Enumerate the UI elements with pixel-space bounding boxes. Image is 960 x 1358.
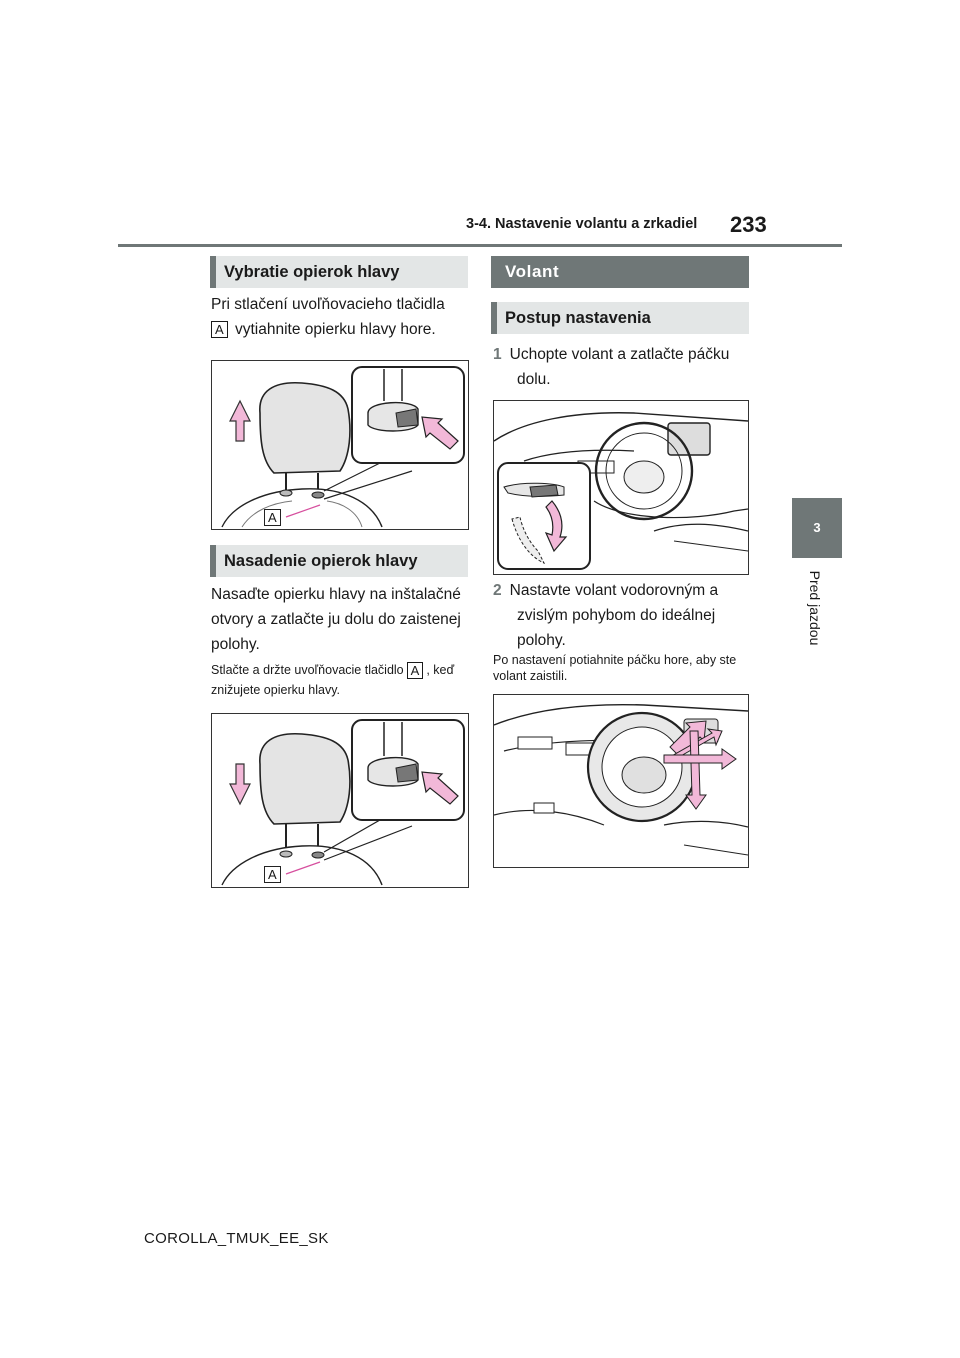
running-header-section: 3-4. Nastavenie volantu a zrkadiel (466, 216, 698, 232)
chapter-label: Pred jazdou (807, 570, 823, 646)
heading-steering-wheel: Volant (491, 256, 749, 288)
heading-install-headrests: Nasadenie opierok hlavy (210, 545, 468, 577)
figure-label-a-2: A (264, 866, 281, 883)
button-a-badge-2: A (407, 662, 424, 679)
page-number: 233 (730, 212, 767, 237)
step-1-number: 1 (493, 346, 502, 363)
remove-instructions (211, 292, 473, 342)
step-2 (493, 578, 749, 653)
install-note-part2: , keď znižujete opierku hlavy. (211, 663, 455, 697)
figure-headrest-removal (211, 360, 469, 530)
figure-steering-adjustment (493, 694, 749, 868)
heading-remove-headrests: Vybratie opierok hlavy (210, 256, 468, 288)
heading-adjustment-procedure: Postup nastavenia (491, 302, 749, 334)
install-note-part1: Stlačte a držte uvoľňovacie tlačidlo (211, 663, 404, 677)
lock-note: Po nastavení potiahnite páčku hore, aby ste volant zaistili. (493, 653, 737, 683)
figure-label-a: A (264, 509, 281, 526)
step-2-text: Nastavte volant vodorovným a zvislým pohybom do ideálnej polohy. (509, 582, 719, 649)
remove-text-part1: Pri stlačení uvoľňovacieho tlačidla (211, 296, 445, 313)
chapter-number: 3 (813, 520, 821, 535)
step-1-text: Uchopte volant a zatlačte páčku dolu. (509, 346, 730, 388)
step-1 (493, 342, 749, 392)
figure-headrest-installation (211, 713, 469, 888)
install-note (211, 660, 469, 700)
headrest-down-illustration (212, 714, 468, 887)
steering-lever-illustration (494, 401, 748, 574)
button-a-badge: A (211, 321, 228, 338)
step-2-number: 2 (493, 582, 502, 599)
install-instructions: Nasaďte opierku hlavy na inštalačné otvory a zatlačte ju dolu do zaistenej polohy. (211, 586, 461, 653)
header-rule (118, 244, 842, 247)
remove-text-part2: vytiahnite opierku hlavy hore. (230, 321, 436, 338)
footer-document-code: COROLLA_TMUK_EE_SK (144, 1230, 329, 1247)
headrest-up-illustration (212, 361, 468, 529)
steering-adjust-illustration (494, 695, 748, 867)
figure-tilt-lever (493, 400, 749, 575)
